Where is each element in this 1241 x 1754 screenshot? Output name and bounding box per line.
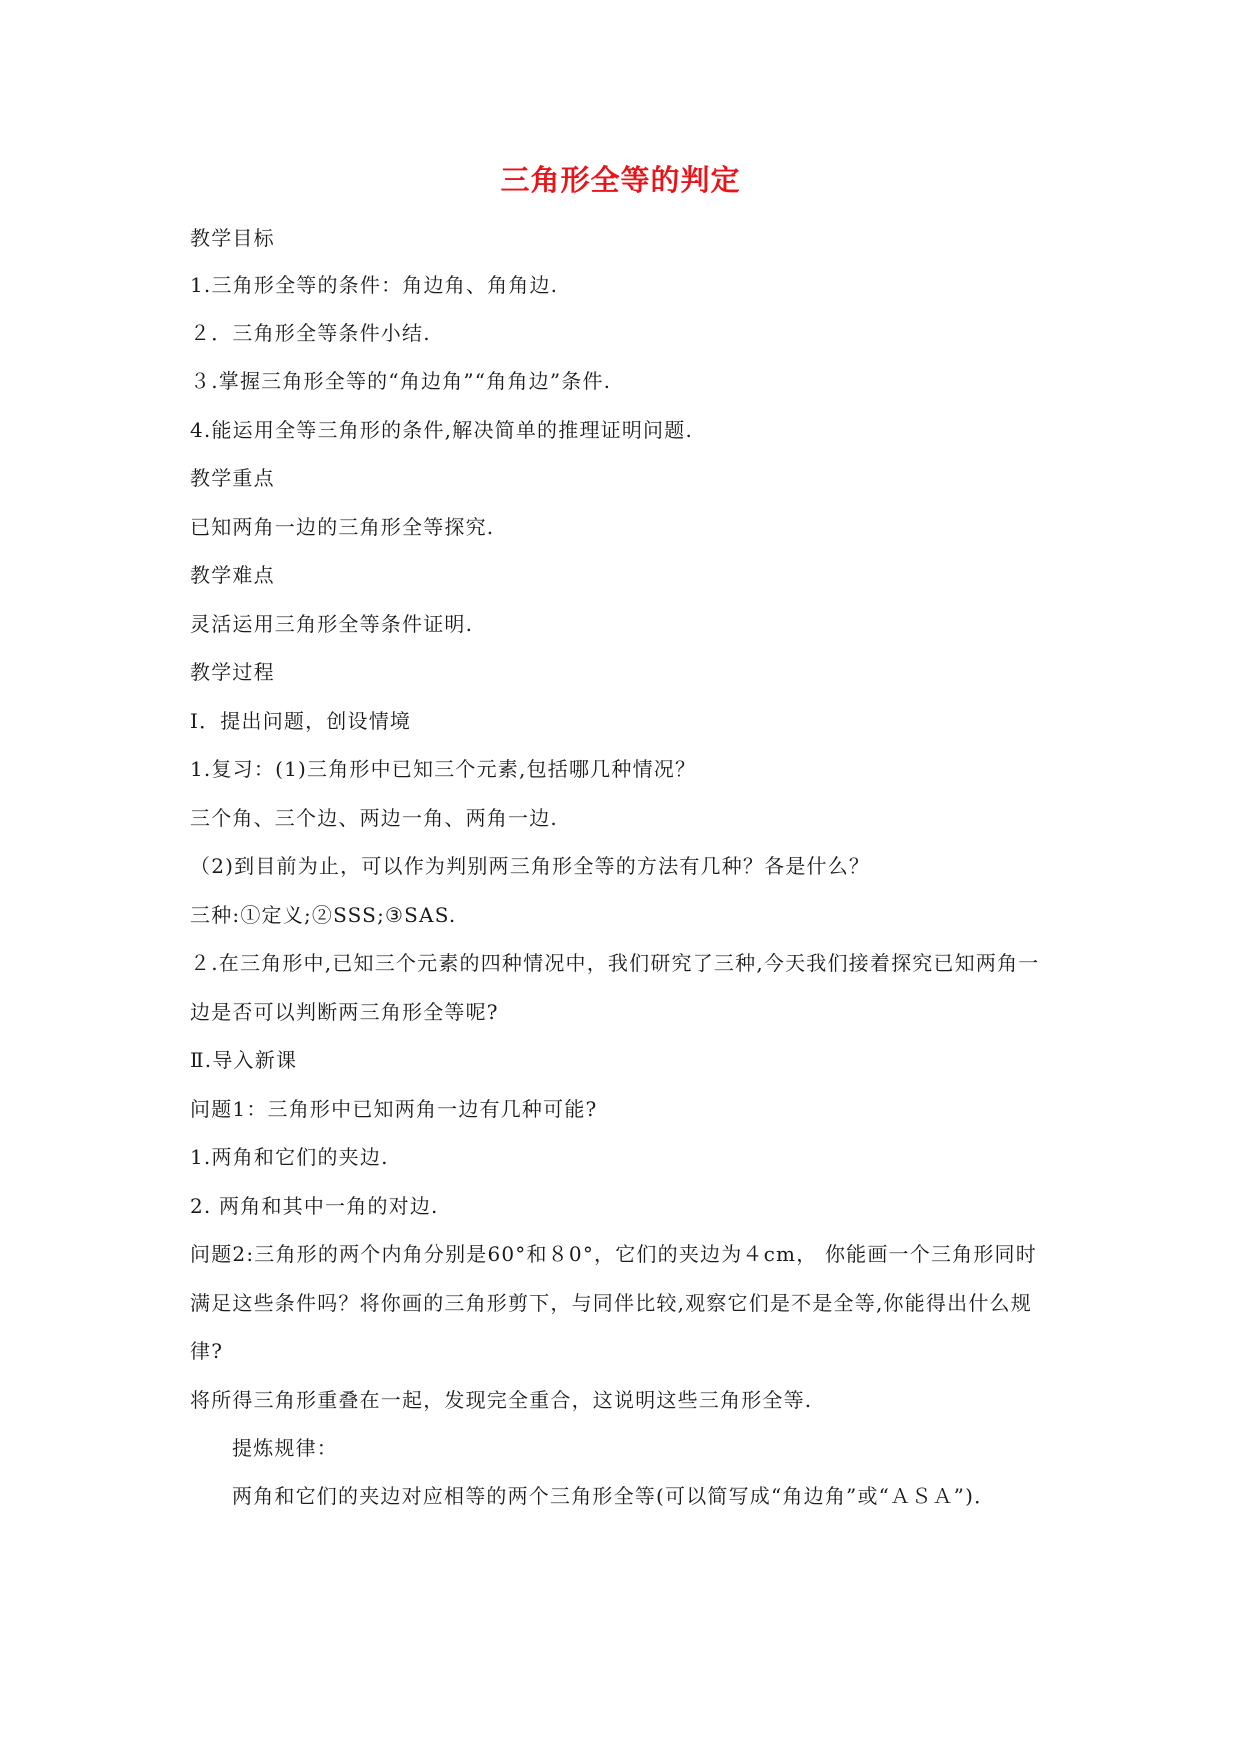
part-2-heading: Ⅱ.导入新课 [190, 1048, 298, 1072]
objective-item-4: 4.能运用全等三角形的条件,解决简单的推理证明问题. [190, 418, 693, 442]
difficulty-text: 灵活运用三角形全等条件证明. [190, 612, 474, 636]
page-title: 三角形全等的判定 [500, 163, 741, 197]
section-heading-objectives: 教学目标 [190, 226, 275, 250]
objective-item-2: ２．三角形全等条件小结. [190, 321, 431, 345]
key-point-text: 已知两角一边的三角形全等探究. [190, 515, 495, 539]
section-heading-process: 教学过程 [190, 660, 275, 684]
case-item-1: 1.两角和它们的夹边. [190, 1145, 389, 1169]
question-2: 问题2:三角形的两个内角分别是60°和８0°，它们的夹边为４cm， 你能画一个三角形同时满足这些条件吗？将你画的三角形剪下，与同伴比较,观察它们是不是全等,你能得出什么规律? [190, 1242, 1037, 1363]
section-heading-difficulties: 教学难点 [190, 563, 275, 587]
question-1: 问题1：三角形中已知两角一边有几种可能? [190, 1097, 598, 1121]
section-heading-key-points: 教学重点 [190, 466, 275, 490]
case-item-2: 2. 两角和其中一角的对边. [190, 1194, 439, 1218]
review-question-1: 1.复习：(1)三角形中已知三个元素,包括哪几种情况？ [190, 757, 697, 781]
rule-heading: 提炼规律： [232, 1436, 338, 1460]
rule-statement: 两角和它们的夹边对应相等的两个三角形全等(可以简写成“角边角”或“ＡＳＡ”)． [232, 1484, 996, 1508]
objective-item-1: 1.三角形全等的条件：角边角、角角边. [190, 273, 559, 297]
objective-item-3: ３.掌握三角形全等的“角边角”“角角边”条件. [190, 369, 612, 393]
review-answer-1: 三个角、三个边、两边一角、两角一边. [190, 806, 558, 830]
review-question-2: （2)到目前为止，可以作为判别两三角形全等的方法有几种？各是什么？ [190, 854, 871, 878]
review-answer-2: 三种:①定义;②SSS;③SAS. [190, 903, 457, 927]
part-1-heading: Ⅰ．提出问题，创设情境 [190, 709, 412, 733]
intro-paragraph-2: ２.在三角形中,已知三个元素的四种情况中，我们研究了三种,今天我们接着探究已知两角一边是否可以判断两三角形全等呢? [190, 951, 1040, 1024]
question-2-conclusion: 将所得三角形重叠在一起，发现完全重合，这说明这些三角形全等. [190, 1388, 813, 1412]
